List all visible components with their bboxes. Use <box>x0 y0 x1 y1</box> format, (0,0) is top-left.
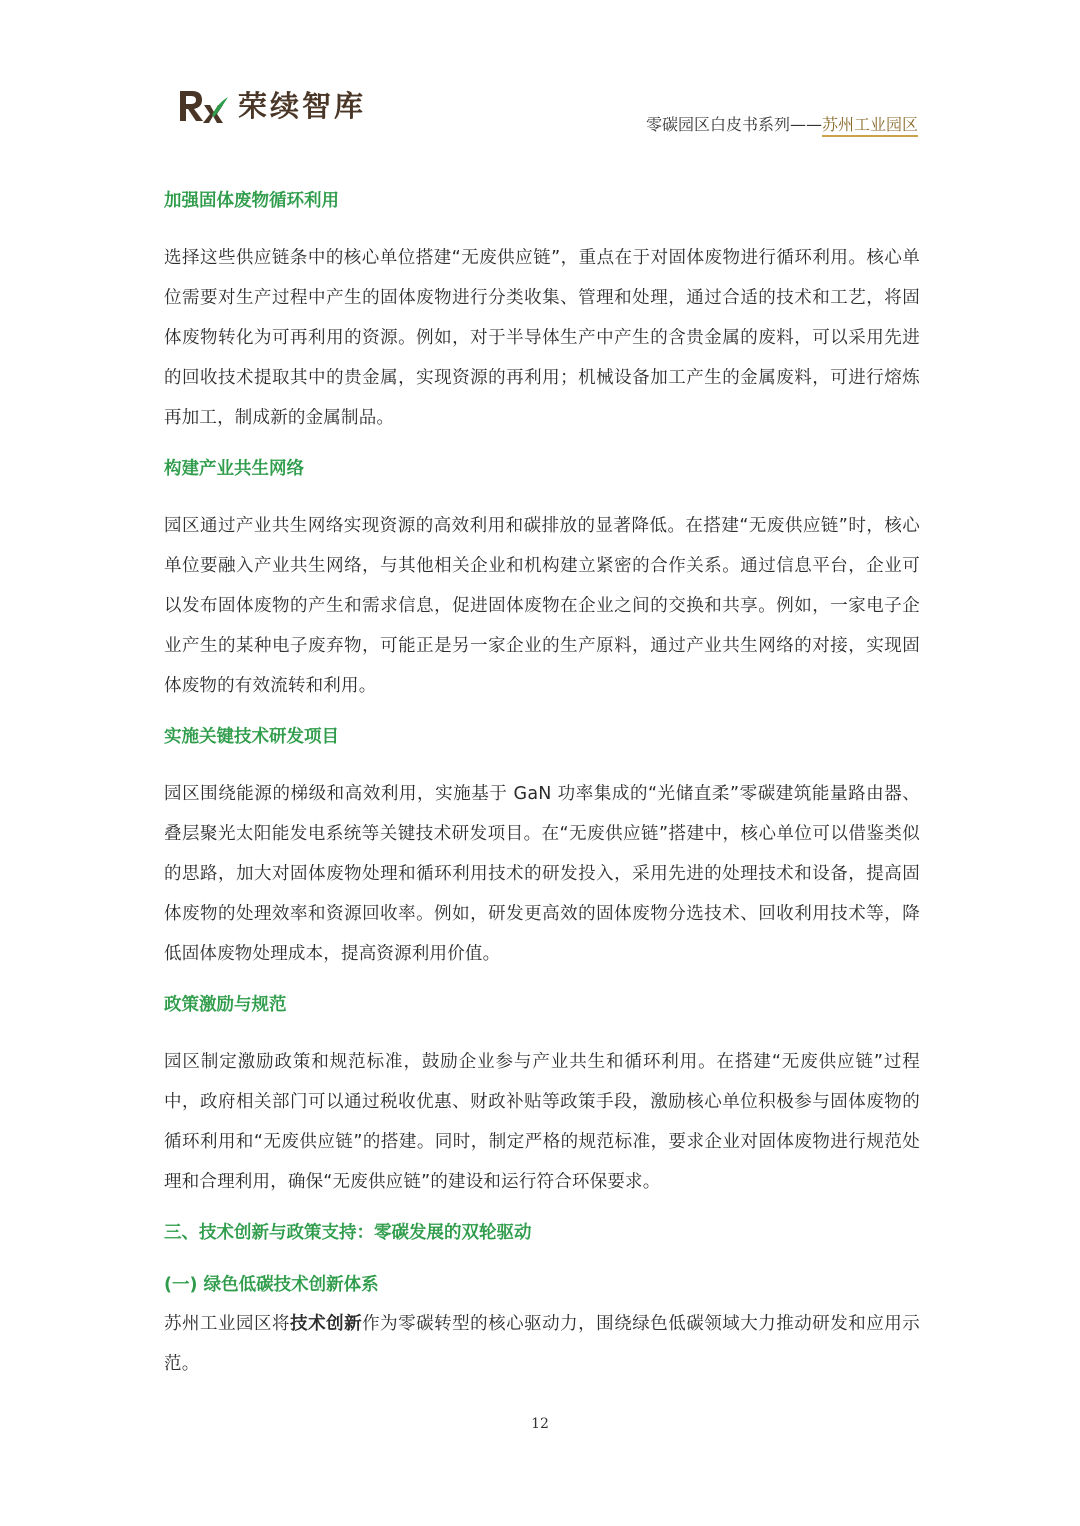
section-paragraph: 园区围绕能源的梯级和高效利用，实施基于 GaN 功率集成的“光储直柔”零碳建筑能量路由器、叠层聚光太阳能发电系统等关键技术研发项目。在“无废供应链”搭建中，核心单位可以借鉴类似的思路，加大对固体废物处理和循环利用技术的研发投入，采用先进的处理技术和设备，提高固体废物的处理效率和资源回收率。例如，研发更高效的固体废物分选技术、回收利用技术等，降低固体废物处理成本，提高资源利用价值。 <box>164 784 920 964</box>
chapter-subheading: (一) 绿色低碳技术创新体系 <box>164 1275 379 1295</box>
header-series-title <box>646 112 918 135</box>
section-paragraph: 园区制定激励政策和规范标准，鼓励企业参与产业共生和循环利用。在搭建“无废供应链”过程中，政府相关部门可以通过税收优惠、财政补贴等政策手段，激励核心单位积极参与固体废物的循环利用和“无废供应链”的搭建。同时，制定严格的规范标准，要求企业对固体废物进行规范处理和合理利用，确保“无废供应链”的建设和运行符合环保要求。 <box>164 1052 920 1192</box>
section-heading: 实施关键技术研发项目 <box>164 727 339 747</box>
chapter-paragraph <box>164 1304 920 1384</box>
rx-logo-icon <box>176 85 230 125</box>
logo <box>176 84 366 125</box>
series-prefix: 零碳园区白皮书系列—— <box>645 115 822 134</box>
section-heading: 加强固体废物循环利用 <box>164 191 339 211</box>
series-accent: 苏州工业园区 <box>822 115 918 137</box>
page-number: 12 <box>531 1416 549 1432</box>
section-paragraph: 园区通过产业共生网络实现资源的高效利用和碳排放的显著降低。在搭建“无废供应链”时，核心单位要融入产业共生网络，与其他相关企业和机构建立紧密的合作关系。通过信息平台，企业可以发布固体废物的产生和需求信息，促进固体废物在企业之间的交换和共享。例如，一家电子企业产生的某种电子废弃物，可能正是另一家企业的生产原料，通过产业共生网络的对接，实现固体废物的有效流转和利用。 <box>164 516 920 696</box>
document-body <box>164 186 920 1400</box>
section-heading: 构建产业共生网络 <box>164 459 304 479</box>
section-paragraph: 选择这些供应链条中的核心单位搭建“无废供应链”，重点在于对固体废物进行循环利用。核心单位需要对生产过程中产生的固体废物进行分类收集、管理和处理，通过合适的技术和工艺，将固体废物转化为可再利用的资源。例如，对于半导体生产中产生的含贵金属的废料，可以采用先进的回收技术提取其中的贵金属，实现资源的再利用；机械设备加工产生的金属废料，可进行熔炼再加工，制成新的金属制品。 <box>164 248 920 428</box>
logo-text: 荣续智库 <box>238 89 367 123</box>
chapter-heading: 三、技术创新与政策支持：零碳发展的双轮驱动 <box>164 1223 532 1243</box>
chapter-para-before: 苏州工业园区将 <box>164 1314 291 1334</box>
chapter-para-strong: 技术创新 <box>290 1314 363 1334</box>
chapter-para-after: 作为零碳转型的核心驱动力，围绕绿色低碳领域大力推动研发和应用示范。 <box>164 1314 920 1374</box>
section-heading: 政策激励与规范 <box>164 995 287 1015</box>
